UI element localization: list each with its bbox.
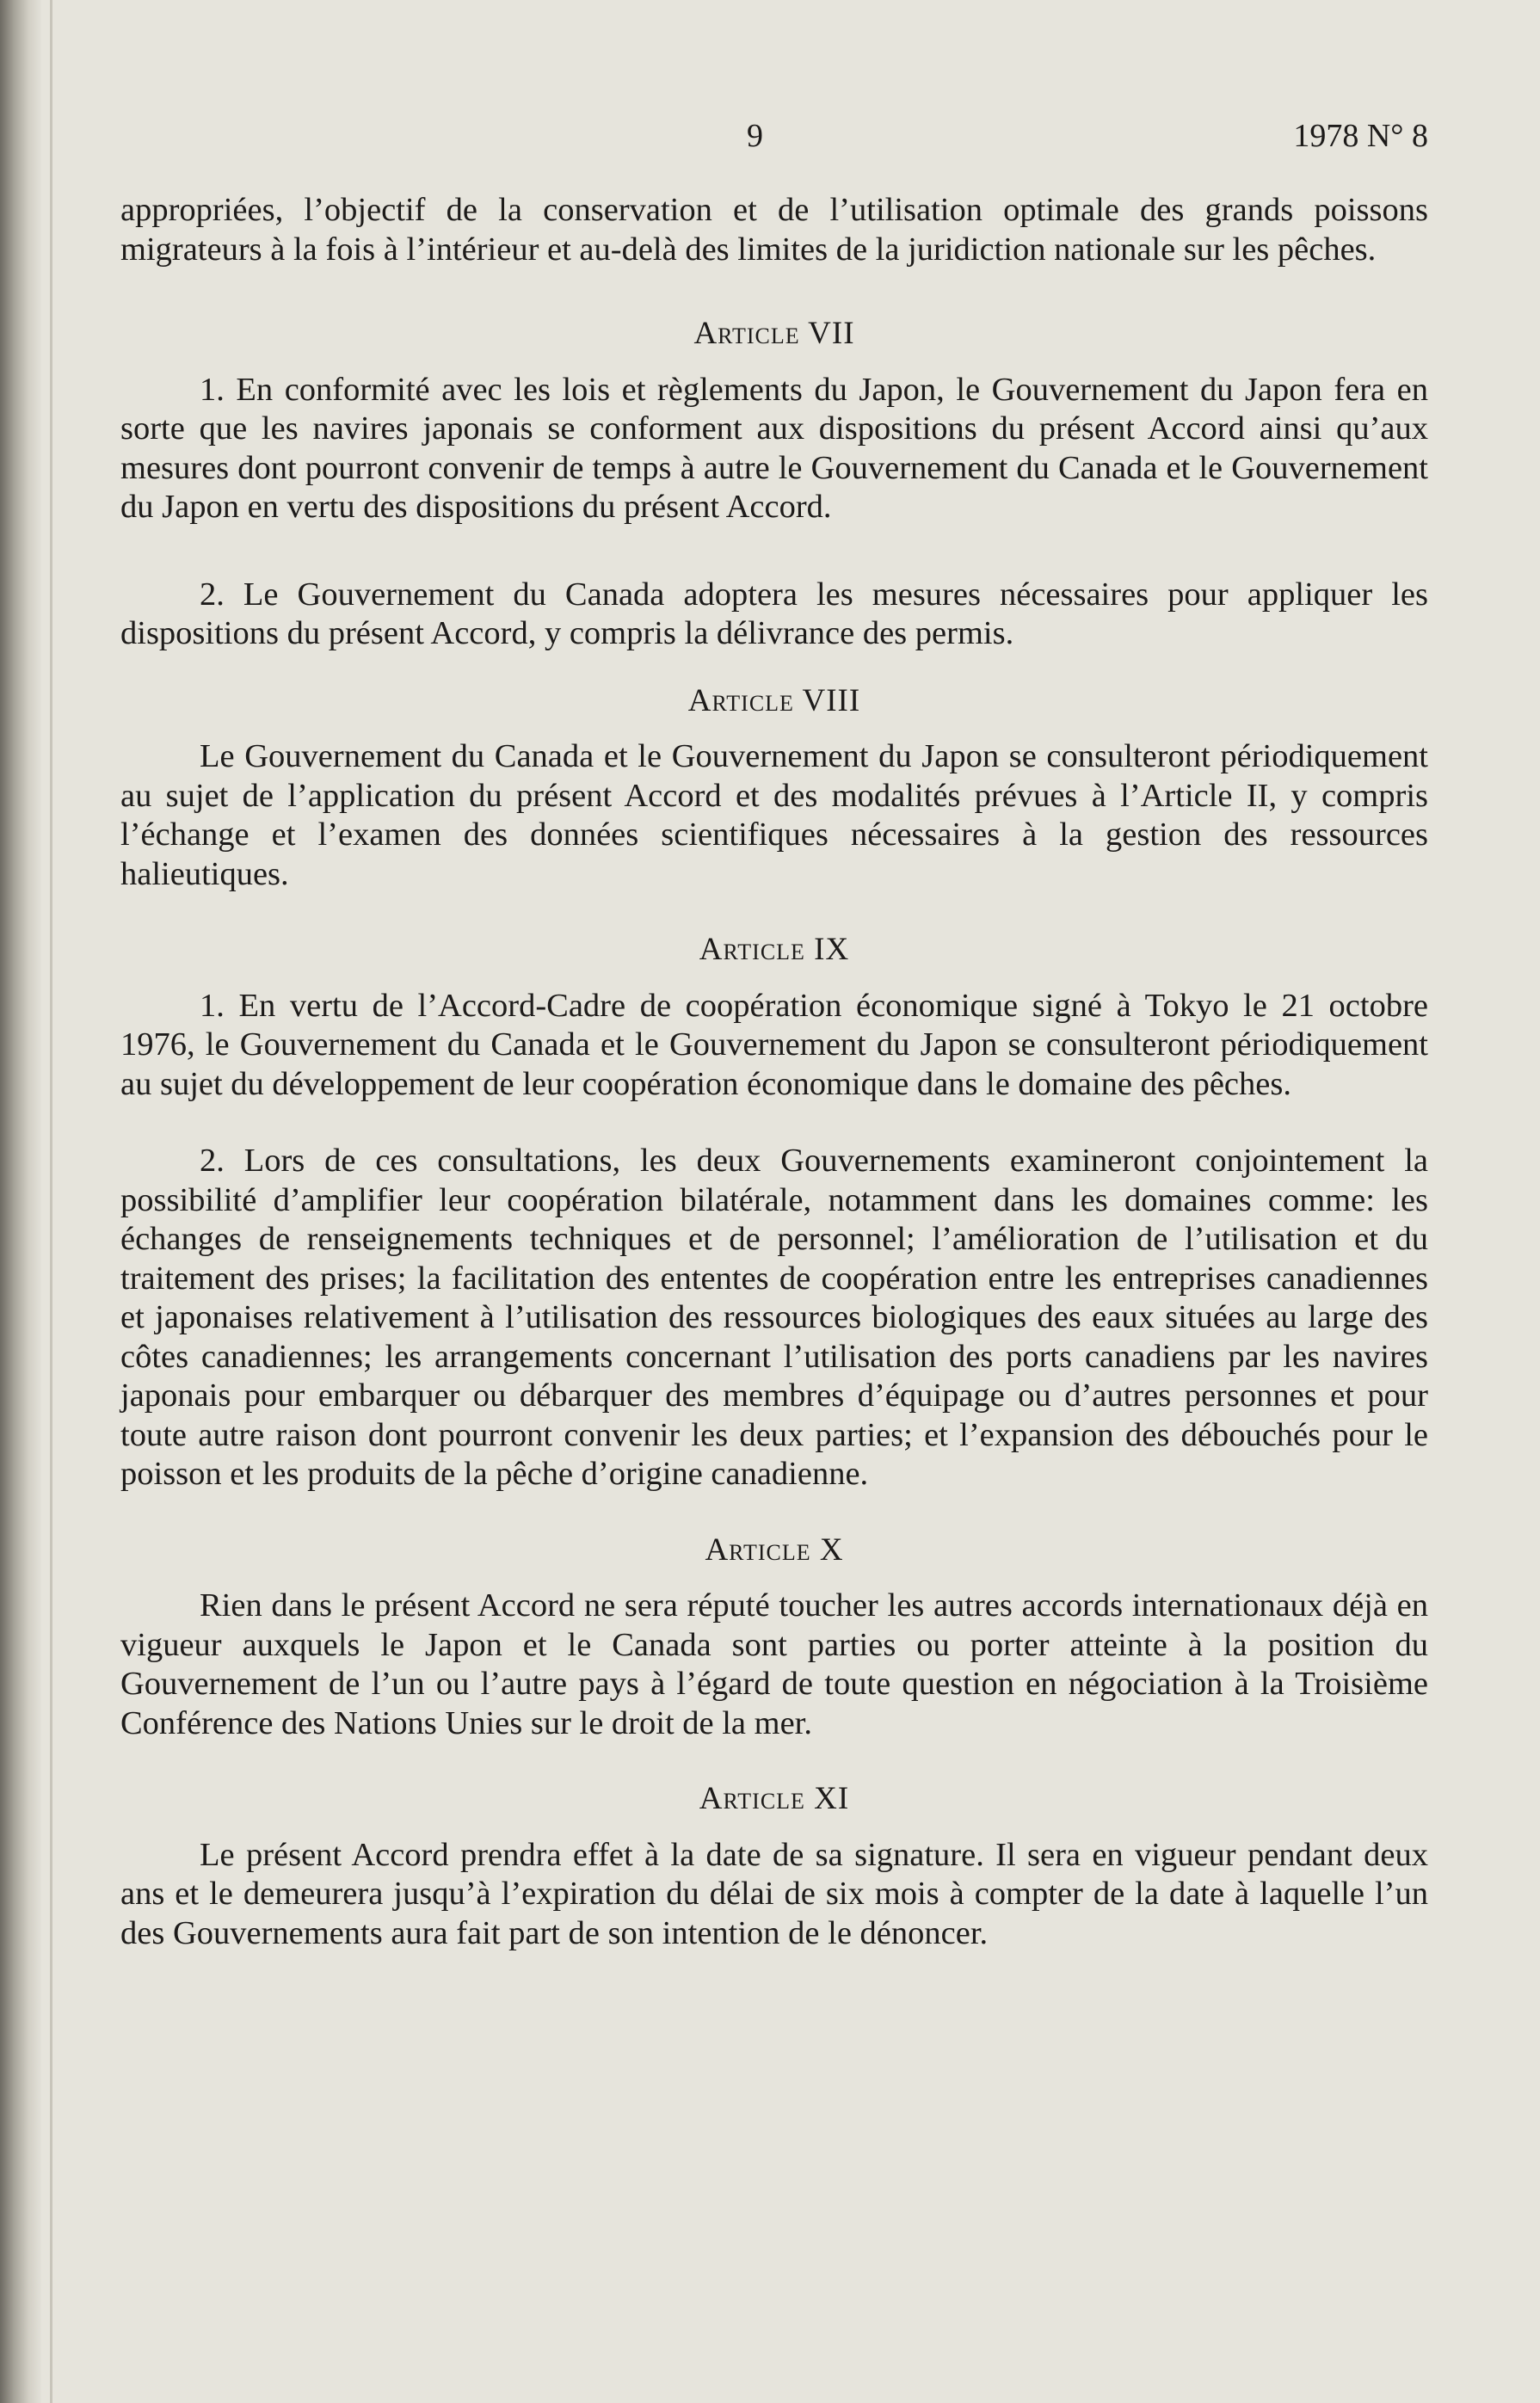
intro-paragraph: appropriées, l’objectif de la conservation et de l’utilisation optimale des grands poissons migrateurs à la fois à l’intérieur et au-delà des limites de la juridiction nationale sur les pêches. bbox=[120, 192, 1428, 268]
document-body bbox=[120, 191, 1428, 1953]
article-xi-heading: Article XI bbox=[699, 1781, 850, 1816]
page-header bbox=[0, 117, 1540, 160]
article-x-paragraph-1: Rien dans le présent Accord ne sera réputé toucher les autres accords internationaux déjà en vigueur auxquels le Japon et le Canada sont parties ou porter atteinte à la position du Gouvernement de l’un ou l’autre pays à l’égard de toute question en négociation à la Troisième Conférence des Nations Unies sur le droit de la mer. bbox=[120, 1587, 1428, 1741]
article-vii-paragraph-2: 2. Le Gouvernement du Canada adoptera les mesures nécessaires pour appliquer les dispositions du présent Accord, y compris la délivrance des permis. bbox=[120, 576, 1428, 651]
binding-shadow bbox=[0, 0, 41, 2403]
article-vii-heading: Article VII bbox=[693, 316, 855, 351]
article-ix-paragraph-2: 2. Lors de ces consultations, les deux Gouvernements examineront conjointement la possibilité d’amplifier leur coopération bilatérale, notamment dans les domaines comme: les échanges de renseignements techniques et de personnel; l’amélioration de l’utilisation et du traitement des prises; la facilitation des ententes de coopération entre les entreprises canadiennes et japonaises relativement à l’utilisation des ressources biologiques des eaux situées au large des côtes canadiennes; les arrangements concernant l’utilisation des ports canadiens par les navires japonais pour embarquer ou débarquer des membres d’équipage ou d’autres personnes et pour toute autre raison dont pourront convenir les deux parties; et l’expansion des débouchés pour le poisson et les produits de la pêche d’origine canadienne. bbox=[120, 1143, 1428, 1492]
article-xi-paragraph-1: Le présent Accord prendra effet à la date de sa signature. Il sera en vigueur pendant deux ans et le demeurera jusqu’à l’expiration du délai de six mois à compter de la date à laquelle l’un des Gouvernements aura fait part de son intention de le dénoncer. bbox=[120, 1836, 1428, 1951]
article-ix-heading: Article IX bbox=[699, 932, 850, 967]
page-edge bbox=[50, 0, 52, 2403]
article-viii-paragraph-1: Le Gouvernement du Canada et le Gouvernement du Japon se consulteront périodiquement au sujet de l’application du présent Accord et des modalités prévues à l’Article II, y compris l’échange et l’examen des données scientifiques nécessaires à la gestion des ressources halieutiques. bbox=[120, 738, 1428, 892]
article-x-heading: Article X bbox=[705, 1531, 844, 1568]
article-vii-paragraph-1: 1. En conformité avec les lois et règlements du Japon, le Gouvernement du Japon fera en sorte que les navires japonais se conforment aux dispositions du présent Accord ainsi qu’aux mesures dont pourront convenir de temps à autre le Gouvernement du Canada et le Gouvernement du Japon en vertu des dispositions du présent Accord. bbox=[120, 371, 1428, 525]
article-viii-heading: Article VIII bbox=[687, 682, 861, 718]
document-reference: 1978 N° 8 bbox=[1293, 118, 1428, 154]
article-ix-paragraph-1: 1. En vertu de l’Accord-Cadre de coopération économique signé à Tokyo le 21 octobre 1976, le Gouvernement du Canada et le Gouvernement du Japon se consulteront périodiquement au sujet du développement de leur coopération économique dans le domaine des pêches. bbox=[120, 987, 1428, 1102]
page-number: 9 bbox=[747, 118, 763, 154]
